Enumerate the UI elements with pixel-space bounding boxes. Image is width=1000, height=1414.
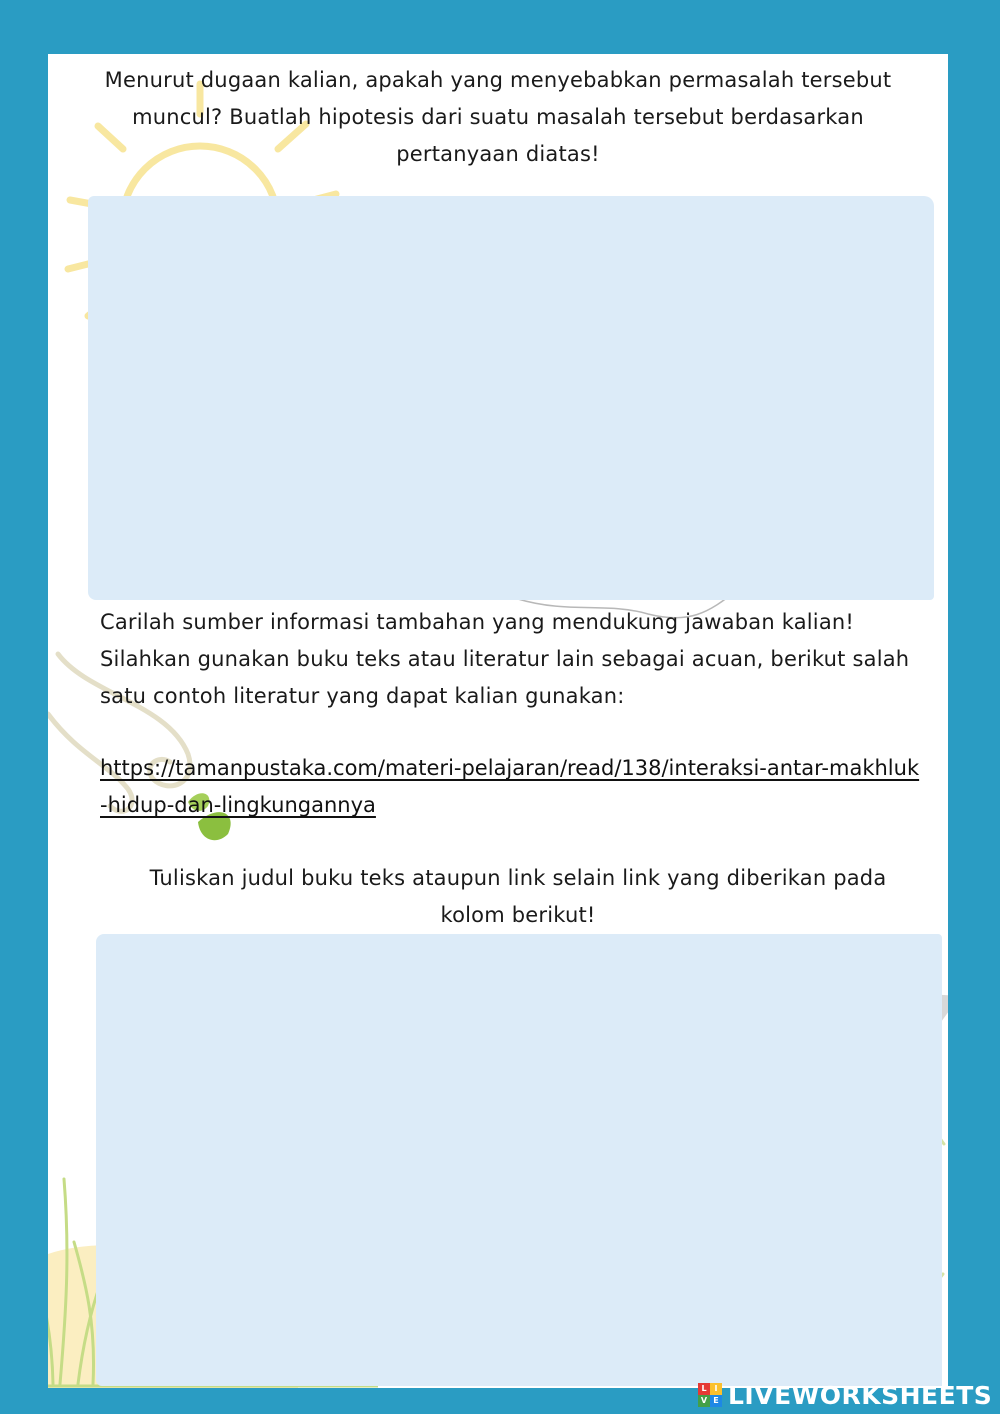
liveworksheets-logo (698, 1380, 992, 1410)
logo-mark-icon (698, 1383, 722, 1407)
logo-mark-letter: V (698, 1395, 710, 1407)
reference-link[interactable]: https://tamanpustaka.com/materi-pelajaran/read/138/interaksi-antar-makhluk-hidup-dan-lingkungannya (100, 756, 920, 817)
worksheet-page (48, 54, 948, 1388)
hypothesis-question: Menurut dugaan kalian, apakah yang menyebabkan permasalah tersebut muncul? Buatlah hipotesis dari suatu masalah tersebut berdasarkan pertanyaan diatas! (104, 68, 892, 166)
hypothesis-answer-box[interactable] (88, 196, 934, 600)
source-answer-box[interactable] (96, 934, 942, 1386)
logo-mark-letter: L (698, 1383, 710, 1395)
logo-mark-letter: I (710, 1383, 722, 1395)
logo-mark-letter: E (710, 1395, 722, 1407)
source-question: Tuliskan judul buku teks ataupun link selain link yang diberikan pada kolom berikut! (149, 866, 887, 927)
source-instruction: Carilah sumber informasi tambahan yang mendukung jawaban kalian! Silahkan gunakan buku teks atau literatur lain sebagai acuan, berikut salah satu contoh literatur yang dapat kalian gunakan: (100, 610, 910, 708)
logo-text: LIVEWORKSHEETS (728, 1380, 993, 1410)
